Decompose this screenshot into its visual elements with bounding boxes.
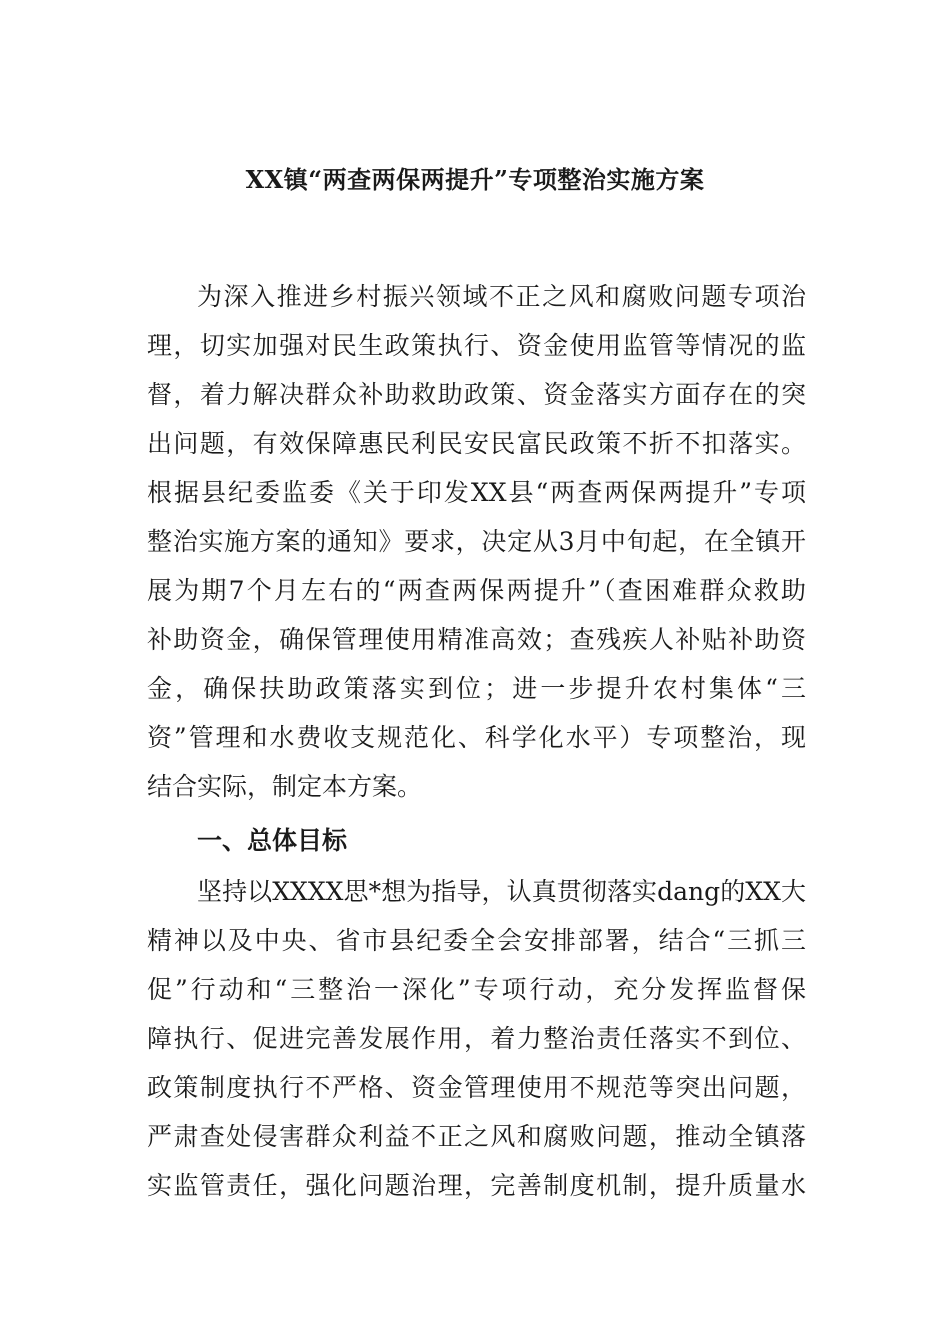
paragraph-2-line: 促”行动和“三整治一深化”专项行动，充分发挥监督保 <box>147 975 806 1004</box>
section-heading: 一、总体目标 <box>197 826 348 855</box>
paragraph-1-line: 结合实际，制定本方案。 <box>147 772 423 801</box>
paragraph-2-line: 坚持以XXXX思*想为指导，认真贯彻落实dang的XX大 <box>197 877 806 906</box>
paragraph-2-line: 政策制度执行不严格、资金管理使用不规范等突出问题， <box>147 1073 806 1102</box>
paragraph-1-line: 金，确保扶助政策落实到位；进一步提升农村集体“三 <box>147 674 806 703</box>
paragraph-1-line: 展为期7个月左右的“两查两保两提升”（查困难群众救助 <box>147 576 806 605</box>
paragraph-1-line: 资”管理和水费收支规范化、科学化水平）专项整治，现 <box>147 723 806 752</box>
document-title: XX镇“两查两保两提升”专项整治实施方案 <box>245 165 705 194</box>
paragraph-2-line: 严肃查处侵害群众利益不正之风和腐败问题，推动全镇落 <box>147 1122 806 1151</box>
paragraph-1-line: 补助资金，确保管理使用精准高效；查残疾人补贴补助资 <box>147 625 806 654</box>
paragraph-1-line: 理，切实加强对民生政策执行、资金使用监管等情况的监 <box>147 331 806 360</box>
paragraph-1-line: 督，着力解决群众补助救助政策、资金落实方面存在的突 <box>147 380 806 409</box>
paragraph-2-line: 精神以及中央、省市县纪委全会安排部署，结合“三抓三 <box>147 926 806 955</box>
paragraph-2-line: 障执行、促进完善发展作用，着力整治责任落实不到位、 <box>147 1024 806 1053</box>
paragraph-1-line: 整治实施方案的通知》要求，决定从3月中旬起，在全镇开 <box>147 527 806 556</box>
paragraph-1-line: 根据县纪委监委《关于印发XX县“两查两保两提升”专项 <box>147 478 806 507</box>
paragraph-1-line: 出问题，有效保障惠民利民安民富民政策不折不扣落实。 <box>147 429 806 458</box>
paragraph-2-line: 实监管责任，强化问题治理，完善制度机制，提升质量水 <box>147 1171 806 1200</box>
paragraph-1-line: 为深入推进乡村振兴领域不正之风和腐败问题专项治 <box>197 282 806 311</box>
